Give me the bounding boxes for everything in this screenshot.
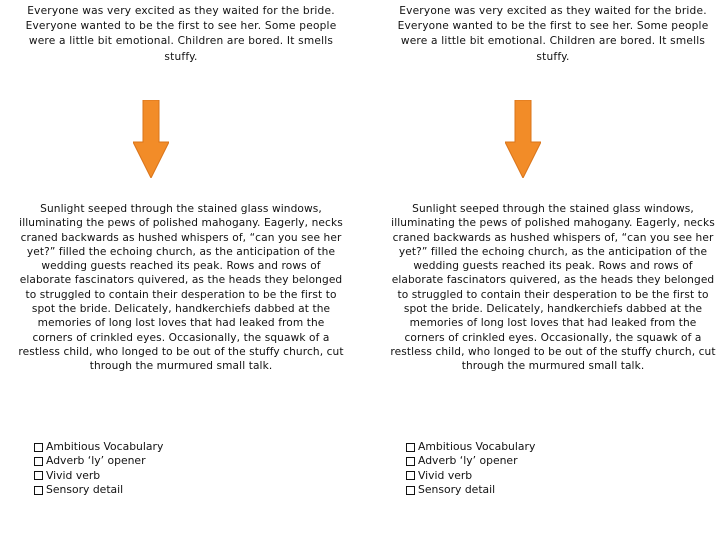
checkbox-icon <box>34 486 43 495</box>
checklist-item <box>406 454 535 468</box>
success-criteria-checklist <box>34 440 163 497</box>
checkbox-icon <box>34 457 43 466</box>
improved-passage-text: Sunlight seeped through the stained glass windows, illuminating the pews of polished mahogany. Eagerly, necks craned backwards as hushed whispers of, “can you see her yet?” filled the echoing church, as the anticipation of the wedding guests reached its peak. Rows and rows of elaborate fascinators quivered, as the heads they belonged to struggled to contain their desperation to be the first to spot the bride. Delicately, handkerchiefs dabbed at the memories of long lost loves that had leaked from the corners of crinkled eyes. Occasionally, the squawk of a restless child, who longed to be out of the stuffy church, cut through the murmured small talk. <box>18 203 344 373</box>
checklist-item <box>34 469 163 483</box>
checklist-item <box>406 469 535 483</box>
checklist-item-label: Ambitious Vocabulary <box>418 440 536 453</box>
checklist-item-label: Adverb ‘ly’ opener <box>418 454 518 468</box>
checkbox-icon <box>406 471 415 480</box>
down-arrow-icon <box>133 100 169 178</box>
simple-summary-text: Everyone was very excited as they waited for the bride. Everyone wanted to be the first to see her. Some people were a little bit emotional. Children are bored. It smells stuffy. <box>25 5 337 63</box>
checklist-item-label: Sensory detail <box>418 482 496 496</box>
checklist-item <box>34 483 163 497</box>
checklist-item <box>34 440 163 454</box>
checklist-item <box>34 454 163 468</box>
checklist-item-label: Vivid verb <box>418 468 473 482</box>
success-criteria-checklist <box>406 440 535 497</box>
checkbox-icon <box>406 443 415 452</box>
checkbox-icon <box>34 443 43 452</box>
checklist-item-label: Vivid verb <box>46 468 101 482</box>
improved-passage-text: Sunlight seeped through the stained glass windows, illuminating the pews of polished mahogany. Eagerly, necks craned backwards as hushed whispers of, “can you see her yet?” filled the echoing church, as the anticipation of the wedding guests reached its peak. Rows and rows of elaborate fascinators quivered, as the heads they belonged to struggled to contain their desperation to be the first to spot the bride. Delicately, handkerchiefs dabbed at the memories of long lost loves that had leaked from the corners of crinkled eyes. Occasionally, the squawk of a restless child, who longed to be out of the stuffy church, cut through the murmured small talk. <box>390 203 716 373</box>
checkbox-icon <box>406 486 415 495</box>
checklist-item-label: Ambitious Vocabulary <box>46 440 164 453</box>
down-arrow-icon <box>505 100 541 178</box>
simple-summary-text: Everyone was very excited as they waited for the bride. Everyone wanted to be the first to see her. Some people were a little bit emotional. Children are bored. It smells stuffy. <box>397 5 709 63</box>
checklist-item <box>406 440 535 454</box>
checklist-item <box>406 483 535 497</box>
checkbox-icon <box>34 471 43 480</box>
checklist-item-label: Sensory detail <box>46 482 124 496</box>
checkbox-icon <box>406 457 415 466</box>
checklist-item-label: Adverb ‘ly’ opener <box>46 454 146 468</box>
